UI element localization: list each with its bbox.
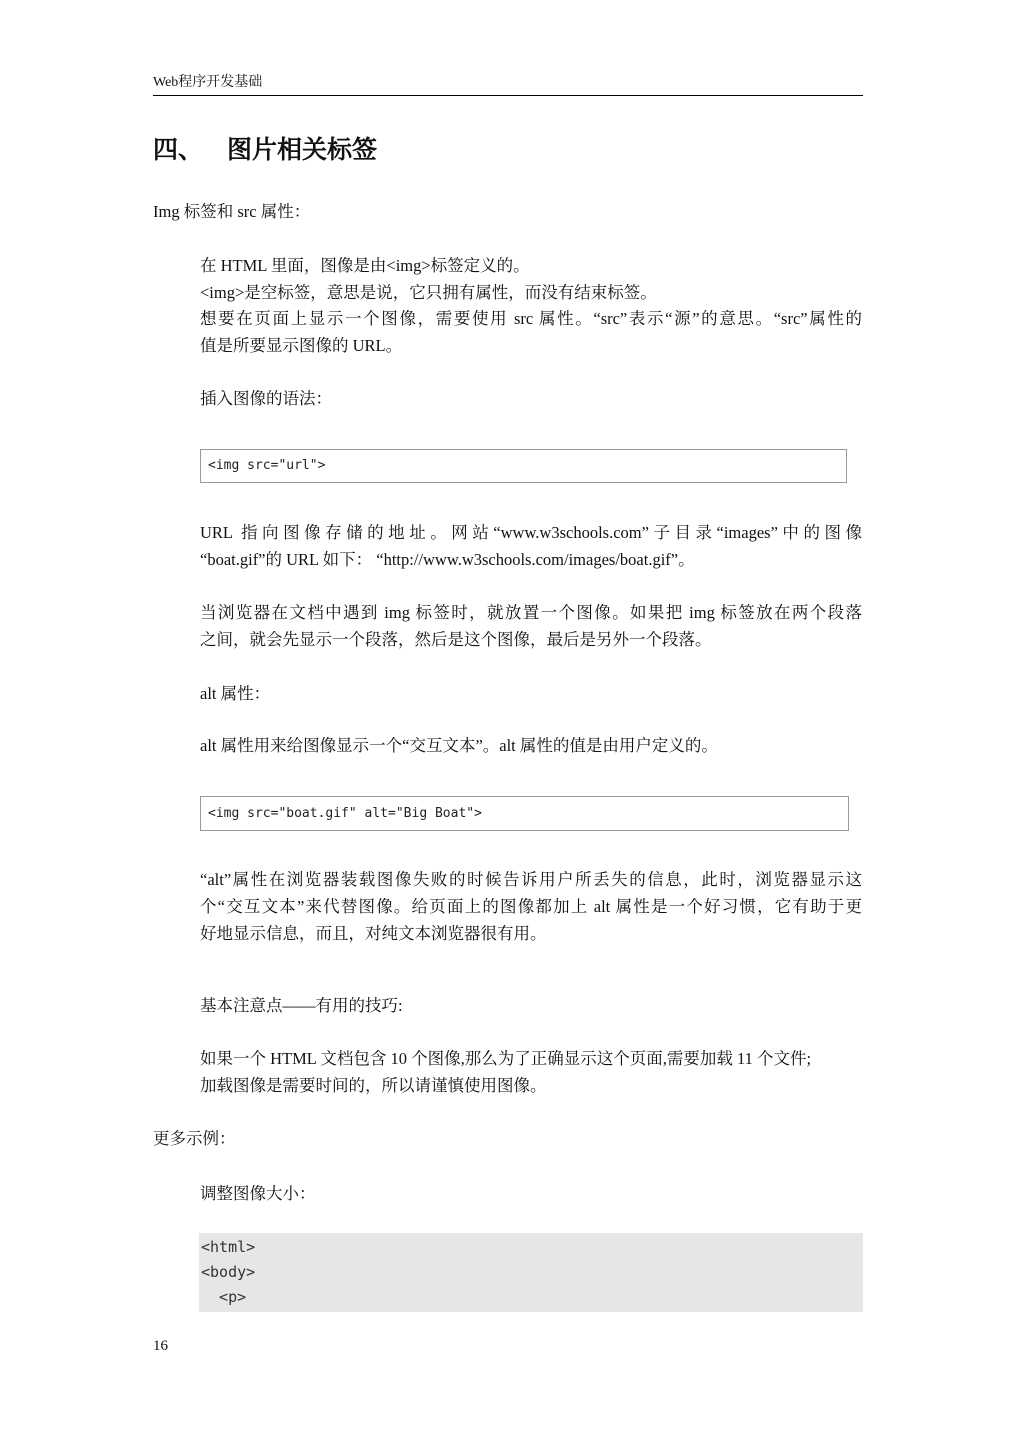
browser-para-line-2: 之间，就会先显示一个段落，然后是这个图像，最后是另外一个段落。 [200, 630, 712, 649]
img-src-heading: Img 标签和 src 属性： [153, 202, 311, 221]
alt-description: alt 属性用来给图像显示一个“交互文本”。alt 属性的值是由用户定义的。 [200, 736, 718, 755]
alt-para-line-3: 好地显示信息，而且，对纯文本浏览器很有用。 [200, 924, 547, 943]
tips-para-line-2: 加载图像是需要时间的，所以请谨慎使用图像。 [200, 1076, 547, 1095]
header-divider [153, 95, 863, 96]
more-examples-heading: 更多示例： [153, 1129, 236, 1148]
resize-label: 调整图像大小： [200, 1184, 316, 1203]
alt-para-line-2: 个“交互文本”来代替图像。给页面上的图像都加上 alt 属性是一个好习惯，它有助于更 [200, 897, 862, 916]
page-header: Web程序开发基础 [153, 75, 263, 90]
tips-para-line-1: 如果一个 HTML 文档包含 10 个图像,那么为了正确显示这个页面,需要加载 11 个文件; [200, 1049, 812, 1068]
intro-line-4: 值是所要显示图像的 URL。 [200, 336, 403, 355]
url-para-line-2: “boat.gif”的 URL 如下： “http://www.w3schools.com/images/boat.gif”。 [200, 550, 695, 569]
alt-para-line-1: “alt”属性在浏览器装载图像失败的时候告诉用户所丢失的信息，此时，浏览器显示这 [200, 870, 862, 889]
code-line: <p> [201, 1288, 247, 1306]
url-para-line-1: URL 指向图像存储的地址。网站“www.w3schools.com”子目录“images”中的图像 [200, 523, 862, 542]
section-number: 四、 [153, 135, 204, 164]
tips-heading: 基本注意点——有用的技巧: [200, 996, 403, 1015]
code-line: <body> [201, 1263, 256, 1281]
browser-para-line-1: 当浏览器在文档中遇到 img 标签时，就放置一个图像。如果把 img 标签放在两个段落 [200, 603, 862, 622]
section-title: 图片相关标签 [227, 135, 378, 164]
code-example-alt: <img src="boat.gif" alt="Big Boat"> [200, 796, 849, 831]
syntax-label: 插入图像的语法： [200, 389, 332, 408]
code-line: <html> [201, 1238, 256, 1256]
intro-line-3: 想要在页面上显示一个图像，需要使用 src 属性。“src”表示“源”的意思。“src”属性的 [200, 309, 862, 328]
section-heading [153, 133, 377, 167]
page-number: 16 [153, 1338, 168, 1354]
alt-heading: alt 属性： [200, 684, 271, 703]
code-block [199, 1233, 863, 1312]
code-example-syntax: <img src="url"> [200, 449, 847, 483]
intro-line-2: <img>是空标签，意思是说，它只拥有属性，而没有结束标签。 [200, 283, 657, 302]
intro-line-1: 在 HTML 里面，图像是由<img>标签定义的。 [200, 256, 530, 275]
